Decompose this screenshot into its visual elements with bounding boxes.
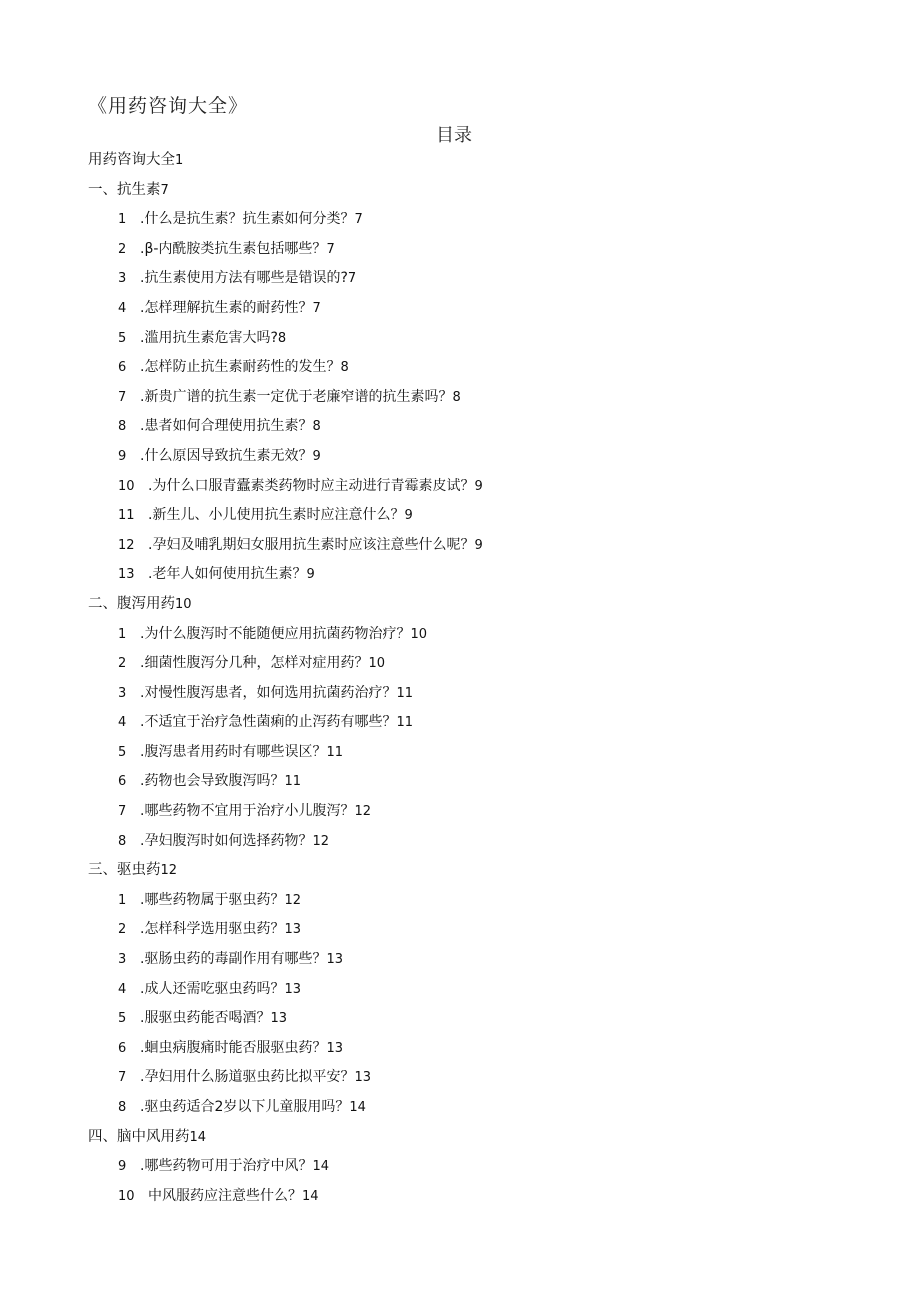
toc-top-entry[interactable]: [0, 146, 920, 176]
toc-entry-number: 4: [118, 981, 127, 997]
toc-page-number: 13: [284, 922, 301, 938]
toc-entry-number: 9: [118, 448, 127, 464]
toc-page-number: 12: [160, 863, 178, 879]
toc-section-heading[interactable]: [0, 590, 920, 620]
toc-entry[interactable]: [0, 501, 920, 531]
toc-entry-number: 11: [118, 508, 135, 524]
toc-entry-text: .哪些药物可用于治疗中风？: [140, 1158, 313, 1175]
toc-page-number: 7: [326, 241, 335, 257]
toc-page-number: 7: [347, 271, 357, 287]
toc-entry-number: 4: [118, 300, 127, 316]
toc-entry-number: 1: [118, 212, 127, 228]
toc-entry[interactable]: [0, 886, 920, 916]
toc-page-number: 14: [189, 1129, 207, 1145]
toc-entry-number: 10: [118, 478, 135, 494]
toc-page-number: 14: [302, 1188, 319, 1204]
toc-entry[interactable]: [0, 915, 920, 945]
toc-page-number: 8: [312, 419, 321, 435]
toc-entry-text: .药物也会导致腹泻吗？: [140, 773, 285, 790]
toc-entry-text: .成人还需吃驱虫药吗？: [140, 980, 285, 997]
toc-entry[interactable]: [0, 1004, 920, 1034]
toc-entry-text: 中风服药应注意些什么？: [148, 1187, 302, 1204]
toc-entry-number: 3: [118, 271, 127, 287]
toc-section-label: 一、抗生素: [88, 181, 161, 198]
toc-entry[interactable]: [0, 412, 920, 442]
toc-section-heading[interactable]: [0, 1123, 920, 1153]
toc-entry-number: 4: [118, 715, 127, 731]
toc-entry-text: .不适宜于治疗急性菌痢的止泻药有哪些？: [140, 714, 397, 731]
toc-entry-text: .孕妇腹泻时如何选择药物？: [140, 832, 313, 849]
toc-page-number: 8: [340, 360, 349, 376]
toc-page-number: 13: [354, 1070, 371, 1086]
toc-entry-number: 2: [118, 241, 127, 257]
toc-page-number: 9: [312, 448, 321, 464]
toc-page-number: 14: [312, 1159, 329, 1175]
toc-entry-number: 9: [118, 1159, 127, 1175]
toc-entry-text: .驱肠虫药的毒副作用有哪些？: [140, 951, 327, 968]
toc-page-number: 11: [284, 774, 301, 790]
toc-section-label: 二、腹泻用药: [88, 595, 175, 612]
toc-entry[interactable]: [0, 1034, 920, 1064]
toc-entry-number: 5: [118, 330, 127, 346]
toc-page-number: 7: [312, 300, 321, 316]
toc-entry[interactable]: [0, 264, 920, 294]
toc-heading: 目录: [436, 125, 472, 146]
toc-entry-text: .细菌性腹泻分几种，怎样对症用药？: [140, 655, 369, 672]
toc-entry-text: .哪些药物属于驱虫药？: [140, 891, 285, 908]
toc-entry-number: 2: [118, 656, 127, 672]
toc-entry-number: 8: [118, 419, 127, 435]
toc-page-number: 8: [452, 389, 461, 405]
toc-entry[interactable]: [0, 1182, 920, 1212]
toc-entry-number: 12: [118, 537, 135, 553]
toc-entry[interactable]: [0, 205, 920, 235]
toc-entry[interactable]: [0, 1093, 920, 1123]
toc-entry-text: .对慢性腹泻患者，如何选用抗菌药治疗？: [140, 684, 397, 701]
toc-entry-text: .为什么口服青蠹素类药物时应主动进行青霉素皮试？: [148, 477, 475, 494]
toc-entry[interactable]: [0, 738, 920, 768]
toc-entry-text: .什么是抗生素？抗生素如何分类？: [140, 211, 355, 228]
toc-entry[interactable]: [0, 324, 920, 354]
toc-page-number: 7: [160, 182, 169, 198]
toc-entry[interactable]: [0, 649, 920, 679]
toc-entry[interactable]: [0, 560, 920, 590]
toc-section-label: 三、驱虫药: [88, 862, 161, 879]
toc-section-heading[interactable]: [0, 176, 920, 206]
toc-page-number: 13: [270, 1011, 287, 1027]
toc-page-number: 12: [312, 833, 329, 849]
toc-entry[interactable]: [0, 975, 920, 1005]
toc-page-number: 13: [284, 981, 301, 997]
toc-page-number: 8: [277, 330, 287, 346]
toc-entry[interactable]: [0, 708, 920, 738]
toc-entry-text: .滥用抗生素危害大吗?: [140, 329, 278, 346]
toc-entry-text: .β-内酰胺类抗生素包括哪些？: [140, 240, 327, 257]
toc-page-number: 9: [474, 478, 483, 494]
toc-entry-number: 6: [118, 1040, 127, 1056]
toc-entry-number: 8: [118, 833, 127, 849]
toc-page-number: 11: [396, 685, 413, 701]
toc-entry[interactable]: [0, 620, 920, 650]
toc-entry-number: 6: [118, 360, 127, 376]
toc-entry-text: 用药咨询大全: [88, 152, 175, 168]
toc-page-number: 11: [326, 744, 343, 760]
toc-entry[interactable]: [0, 1063, 920, 1093]
toc-entry-number: 3: [118, 685, 127, 701]
toc-page-number: 12: [284, 892, 301, 908]
toc-entry-text: .腹泻患者用药时有哪些误区？: [140, 743, 327, 760]
toc-entry-text: .孕妇用什么肠道驱虫药比拟平安？: [140, 1069, 355, 1086]
toc-entry-text: .蛔虫病腹痛时能否服驱虫药？: [140, 1039, 327, 1056]
toc-entry-number: 2: [118, 922, 127, 938]
toc-entry-text: .新生儿、小儿使用抗生素时应注意什么？: [148, 507, 405, 524]
toc-entry-number: 7: [118, 1070, 127, 1086]
toc-entry-text: .驱虫药适合2岁以下儿童服用吗？: [140, 1099, 350, 1115]
toc-entry-number: 5: [118, 744, 127, 760]
toc-page-number: 11: [396, 715, 413, 731]
toc-section-label: 四、脑中风用药: [88, 1128, 190, 1145]
toc-entry[interactable]: [0, 679, 920, 709]
toc-entry-number: 13: [118, 567, 135, 583]
toc-entry-text: .老年人如何使用抗生素？: [148, 566, 307, 583]
toc-page-number: 10: [175, 596, 192, 612]
toc-entry-number: 6: [118, 774, 127, 790]
toc-entry-text: .新贵广谱的抗生素一定优于老廉窄谱的抗生素吗？: [140, 388, 453, 405]
toc-entry-text: .怎样理解抗生素的耐药性？: [140, 299, 313, 316]
toc-entry-number: 10: [118, 1188, 135, 1204]
table-of-contents: [0, 146, 920, 1211]
toc-entry[interactable]: [0, 797, 920, 827]
toc-entry[interactable]: [0, 294, 920, 324]
toc-entry-text: .抗生素使用方法有哪些是错误的?: [140, 270, 348, 287]
toc-page-number: 9: [404, 508, 413, 524]
toc-entry-number: 7: [118, 804, 127, 820]
toc-entry-text: .服驱虫药能否喝酒？: [140, 1010, 271, 1027]
toc-entry[interactable]: [0, 945, 920, 975]
toc-page-number: 1: [175, 153, 184, 168]
toc-section-heading[interactable]: [0, 856, 920, 886]
toc-page-number: 14: [349, 1100, 366, 1115]
toc-entry[interactable]: [0, 383, 920, 413]
toc-entry-text: .什么原因导致抗生素无效？: [140, 447, 313, 464]
toc-entry-text: .患者如何合理使用抗生素？: [140, 418, 313, 435]
toc-entry-number: 7: [118, 389, 127, 405]
toc-page-number: 10: [368, 656, 385, 672]
toc-page-number: 13: [326, 1040, 343, 1056]
toc-page-number: 7: [354, 212, 363, 228]
toc-entry-text: .怎样防止抗生素耐药性的发生？: [140, 359, 341, 376]
document-title: 《用药咨询大全》: [88, 95, 249, 117]
toc-entry[interactable]: [0, 1152, 920, 1182]
toc-entry[interactable]: [0, 235, 920, 265]
toc-entry[interactable]: [0, 767, 920, 797]
toc-entry-number: 5: [118, 1011, 127, 1027]
toc-page-number: 13: [326, 952, 343, 968]
toc-page-number: 10: [410, 626, 427, 642]
toc-entry-number: 1: [118, 626, 127, 642]
toc-page-number: 9: [306, 567, 315, 583]
toc-entry-number: 1: [118, 892, 127, 908]
toc-entry[interactable]: [0, 827, 920, 857]
toc-entry-number: 8: [118, 1100, 127, 1115]
toc-entry-number: 3: [118, 952, 127, 968]
toc-entry-text: .孕妇及哺乳期妇女服用抗生素时应该注意些什么呢？: [148, 536, 475, 553]
toc-entry[interactable]: [0, 472, 920, 502]
toc-entry-text: .为什么腹泻时不能随便应用抗菌药物治疗？: [140, 625, 411, 642]
toc-page-number: 9: [474, 537, 483, 553]
toc-entry-text: .怎样科学选用驱虫药？: [140, 921, 285, 938]
toc-page-number: 12: [354, 804, 371, 820]
toc-entry[interactable]: [0, 442, 920, 472]
toc-entry[interactable]: [0, 531, 920, 561]
toc-entry[interactable]: [0, 353, 920, 383]
toc-entry-text: .哪些药物不宜用于治疗小儿腹泻？: [140, 803, 355, 820]
